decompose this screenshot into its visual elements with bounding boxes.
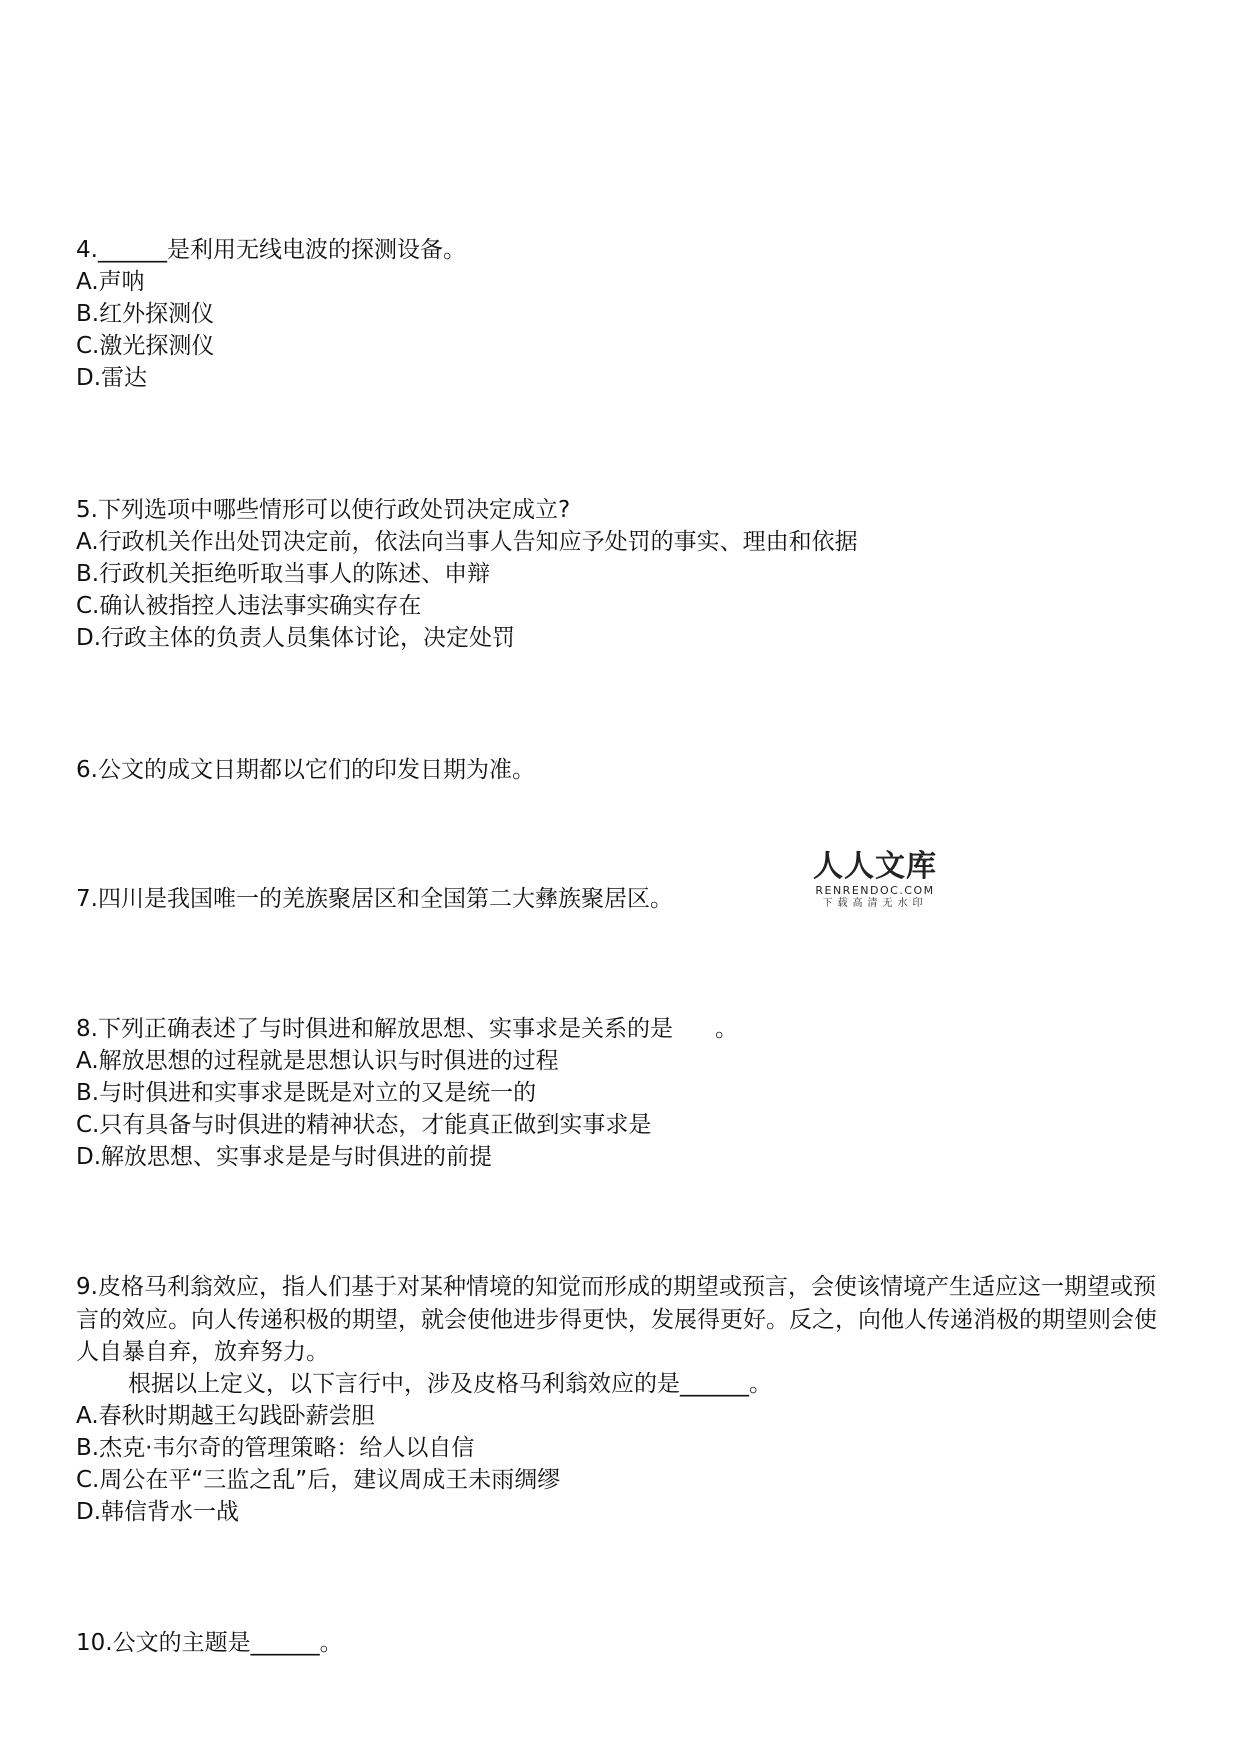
question-8-stem (76, 1013, 738, 1045)
question-5-option-a: A.行政机关作出处罚决定前，依法向当事人告知应予处罚的事实、理由和依据 (76, 529, 858, 555)
question-8-option-b: B.与时俱进和实事求是既是对立的又是统一的 (76, 1080, 537, 1106)
question-4-option-a: A.声呐 (76, 269, 145, 295)
question-9-prompt: 根据以上定义，以下言行中，涉及皮格马利翁效应的是______。 (128, 1371, 772, 1397)
question-8-option-a: A.解放思想的过程就是思想认识与时俱进的过程 (76, 1048, 559, 1074)
question-10-stem: 10.公文的主题是______。 (76, 1630, 343, 1656)
question-9-option-c: C.周公在平“三监之乱”后，建议周成王未雨绸缪 (76, 1467, 561, 1493)
question-6-stem: 6.公文的成文日期都以它们的印发日期为准。 (76, 757, 535, 783)
question-9-option-b: B.杰克·韦尔奇的管理策略：给人以自信 (76, 1435, 475, 1461)
watermark-url: RENRENDOC.COM (815, 884, 935, 897)
question-8-stem-end: 。 (714, 1016, 738, 1042)
question-9-option-a: A.春秋时期越王勾践卧薪尝胆 (76, 1403, 375, 1429)
question-4-option-c: C.激光探测仪 (76, 333, 215, 359)
question-9-option-d: D.韩信背水一战 (76, 1499, 240, 1525)
question-4-option-d: D.雷达 (76, 365, 148, 391)
question-5-stem: 5.下列选项中哪些情形可以使行政处罚决定成立? (76, 497, 571, 523)
question-5-option-c: C.确认被指控人违法事实确实存在 (76, 593, 422, 619)
question-7-stem: 7.四川是我国唯一的羌族聚居区和全国第二大彝族聚居区。 (76, 886, 673, 912)
watermark-title: 人人文库 (813, 849, 937, 884)
question-5-option-d: D.行政主体的负责人员集体讨论，决定处罚 (76, 625, 516, 651)
question-4-stem: 4.______是利用无线电波的探测设备。 (76, 237, 466, 263)
question-8-stem-text: 8.下列正确表述了与时俱进和解放思想、实事求是关系的是 (76, 1016, 673, 1042)
question-4-option-b: B.红外探测仪 (76, 301, 215, 327)
watermark-tagline: 下载高清无水印 (822, 898, 928, 909)
question-9-stem: 9.皮格马利翁效应，指人们基于对某种情境的知觉而形成的期望或预言，会使该情境产生适应这一期望或预言的效应。向人传递积极的期望，就会使他进步得更快，发展得更好。反之，向他人传递消极的期望则会使人自暴自弃，放弃努力。 (76, 1274, 1157, 1365)
question-5-option-b: B.行政机关拒绝听取当事人的陈述、申辩 (76, 561, 491, 587)
question-8-option-d: D.解放思想、实事求是是与时俱进的前提 (76, 1144, 493, 1170)
watermark-logo (810, 850, 940, 910)
question-8-option-c: C.只有具备与时俱进的精神状态，才能真正做到实事求是 (76, 1112, 652, 1138)
